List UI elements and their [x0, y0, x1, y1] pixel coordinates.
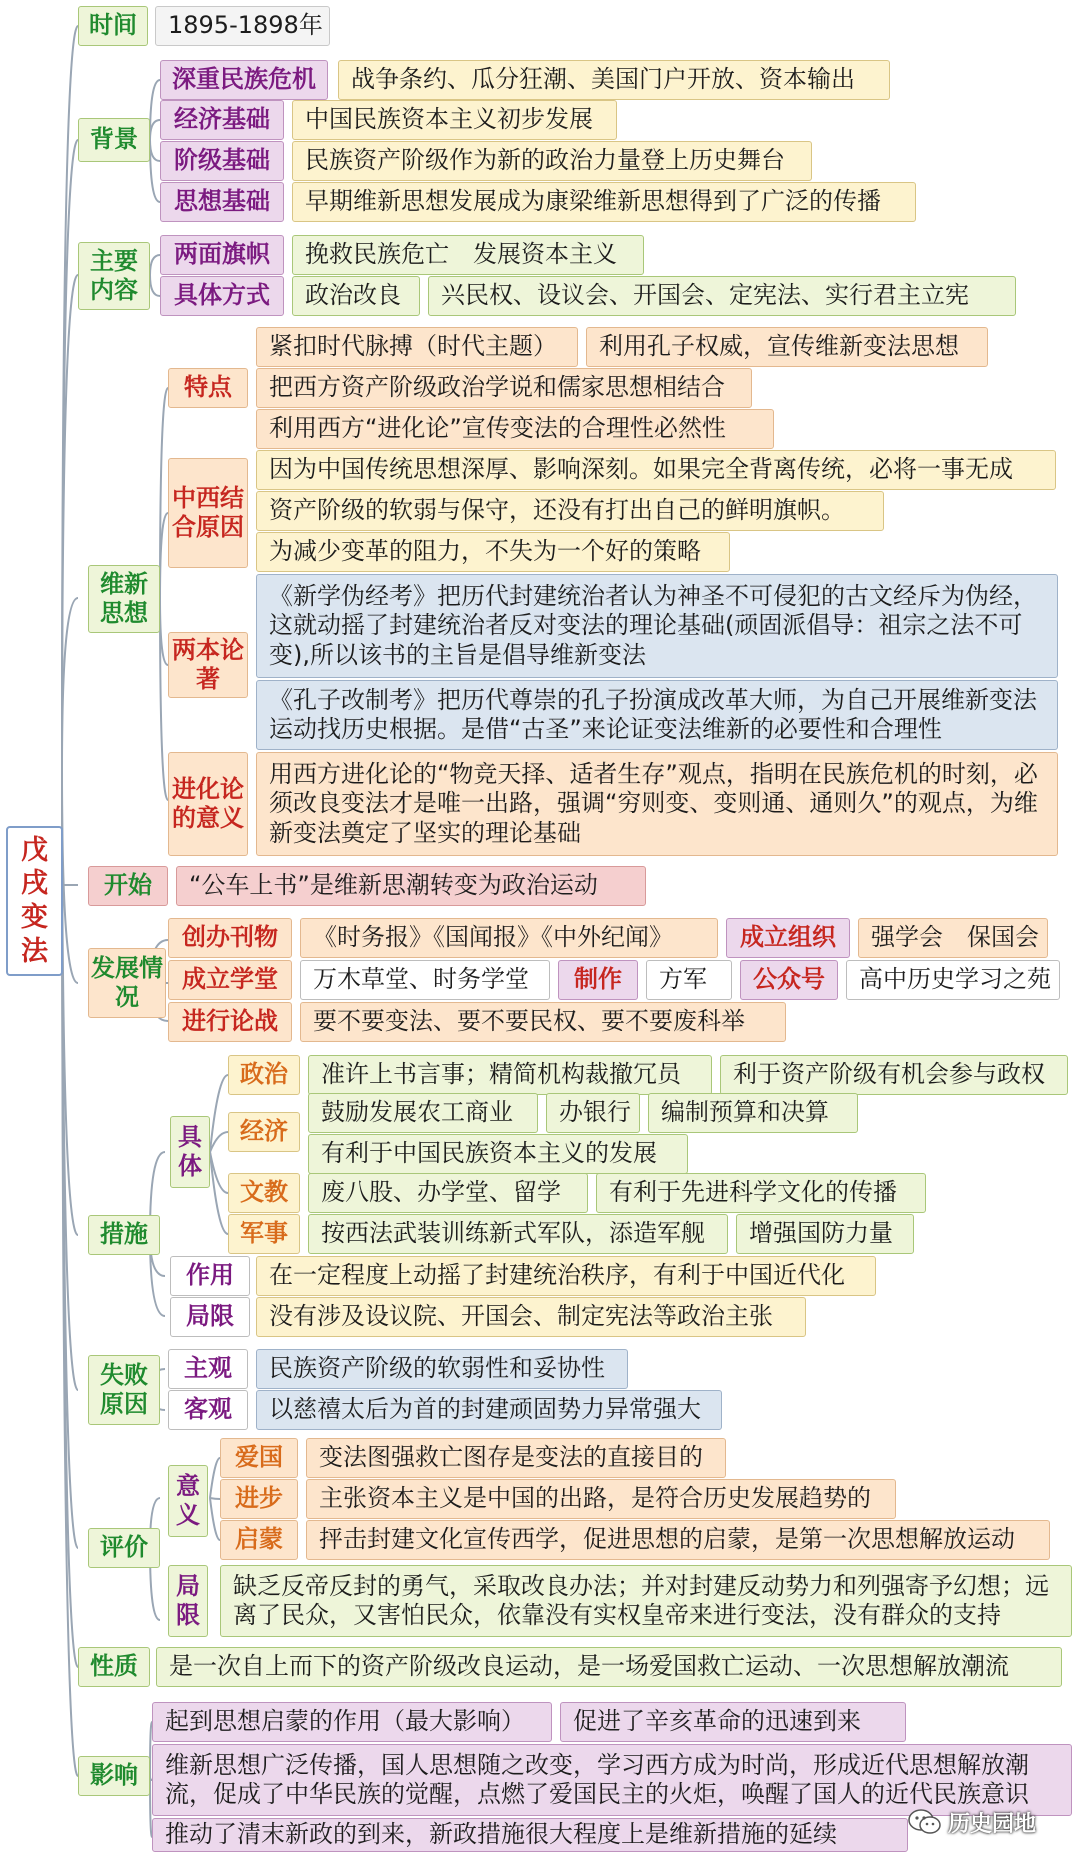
content-banner-label: 两面旗帜	[160, 235, 284, 275]
watermark-text: 历史园地	[948, 1811, 1037, 1837]
development-account-value: 高中历史学习之苑	[846, 960, 1060, 1000]
development-school-label: 成立学堂	[168, 960, 292, 1000]
influence-item-4: 推动了清末新政的到来，新政措施很大程度上是维新措施的延续	[152, 1818, 908, 1852]
content-banner-value: 挽救民族危亡 发展资本主义	[292, 235, 644, 275]
development-school-value: 万木草堂、时务学堂	[300, 960, 550, 1000]
development-debate-value: 要不要变法、要不要民权、要不要废科举	[300, 1002, 786, 1042]
time-value: 1895-1898年	[155, 6, 330, 46]
time-node: 时间	[78, 6, 148, 46]
watermark	[908, 1800, 1070, 1844]
background-class-value: 民族资产阶级作为新的政治力量登上历史舞台	[292, 141, 812, 181]
measures-military-value1: 按西法武装训练新式军队，添造军舰	[308, 1214, 728, 1254]
measures-economy-value2: 办银行	[546, 1093, 640, 1133]
evaluation-progress-value: 主张资本主义是中国的出路，是符合历史发展趋势的	[306, 1479, 896, 1519]
development-debate-label: 进行论战	[168, 1002, 292, 1042]
thought-evolution-label: 进化论的意义	[168, 752, 248, 856]
thought-features-label: 特点	[168, 368, 248, 408]
background-thought-label: 思想基础	[160, 182, 284, 222]
content-method-value1: 政治改良	[292, 276, 420, 316]
thought-feature-3: 把西方资产阶级政治学说和儒家思想相结合	[256, 368, 752, 408]
background-crisis-value: 战争条约、瓜分狂潮、美国门户开放、资本输出	[338, 60, 890, 100]
thought-node: 维新思想	[88, 565, 160, 633]
evaluation-meaning-label: 意义	[168, 1465, 208, 1537]
nature-node: 性质	[78, 1647, 150, 1687]
influence-item-1: 起到思想启蒙的作用（最大影响）	[152, 1702, 552, 1742]
thought-reason-1: 因为中国传统思想深厚、影响深刻。如果完全背离传统，必将一事无成	[256, 450, 1056, 490]
thought-book-2: 《孔子改制考》把历代尊崇的孔子扮演成改革大师，为自己开展维新变法运动找历史根据。是借“古圣”来论证变法维新的必要性和合理性	[256, 680, 1058, 750]
thought-book-1: 《新学伪经考》把历代封建统治者认为神圣不可侵犯的古文经斥为伪经，这就动摇了封建统治者反对变法的理论基础(顽固派倡导：祖宗之法不可变),所以该书的主旨是倡导维新变法	[256, 574, 1058, 678]
evaluation-limit-label: 局限	[168, 1565, 208, 1637]
content-node: 主要内容	[78, 242, 150, 310]
nature-value: 是一次自上而下的资产阶级改良运动，是一场爱国救亡运动、一次思想解放潮流	[156, 1647, 1062, 1687]
development-node: 发展情况	[88, 948, 166, 1018]
measures-node: 措施	[88, 1215, 160, 1255]
evaluation-enlighten-value: 抨击封建文化宣传西学，促进思想的启蒙，是第一次思想解放运动	[306, 1520, 1050, 1560]
root-title: 戊戌变法	[21, 834, 48, 967]
development-org-value: 强学会 保国会	[858, 918, 1048, 958]
failure-objective-label: 客观	[168, 1390, 248, 1430]
background-node: 背景	[78, 118, 150, 162]
background-thought-value: 早期维新思想发展成为康梁维新思想得到了广泛的传播	[292, 182, 916, 222]
thought-reasons-label: 中西结合原因	[168, 458, 248, 568]
evaluation-enlighten-label: 启蒙	[220, 1520, 298, 1560]
evaluation-limit-value: 缺乏反帝反封的勇气，采取改良办法；并对封建反动势力和列强寄予幻想；远离了民众，又害怕民众，依靠没有实权皇帝来进行变法，没有群众的支持	[220, 1565, 1072, 1637]
influence-item-3: 维新思想广泛传播，国人思想随之改变，学习西方成为时尚，形成近代思想解放潮流，促成了中华民族的觉醒，点燃了爱国民主的火炬，唤醒了国人的近代民族意识	[152, 1744, 1072, 1816]
evaluation-progress-label: 进步	[220, 1479, 298, 1519]
evaluation-node: 评价	[88, 1528, 160, 1568]
wechat-icon	[908, 1808, 942, 1836]
development-journal-value: 《时务报》《国闻报》《中外纪闻》	[300, 918, 718, 958]
influence-node: 影响	[78, 1756, 150, 1796]
measures-politics-label: 政治	[228, 1055, 300, 1095]
content-method-label: 具体方式	[160, 276, 284, 316]
thought-feature-1: 紧扣时代脉搏（时代主题）	[256, 327, 578, 367]
development-account-label: 公众号	[740, 960, 838, 1000]
failure-subjective-label: 主观	[168, 1349, 248, 1389]
background-economy-value: 中国民族资本主义初步发展	[292, 100, 617, 140]
measures-economy-value3: 编制预算和决算	[648, 1093, 858, 1133]
measures-economy-value4: 有利于中国民族资本主义的发展	[308, 1134, 688, 1174]
failure-node: 失败原因	[88, 1355, 160, 1425]
thought-reason-2: 资产阶级的软弱与保守，还没有打出自己的鲜明旗帜。	[256, 491, 884, 531]
measures-effect-label: 作用	[170, 1256, 250, 1296]
measures-economy-label: 经济	[228, 1112, 300, 1152]
start-value: “公车上书”是维新思潮转变为政治运动	[176, 866, 646, 906]
measures-culture-label: 文教	[228, 1173, 300, 1213]
development-org-label: 成立组织	[726, 918, 850, 958]
background-economy-label: 经济基础	[160, 100, 284, 140]
measures-culture-value2: 有利于先进科学文化的传播	[596, 1173, 926, 1213]
thought-books-label: 两本论著	[168, 632, 248, 698]
measures-culture-value1: 废八股、办学堂、留学	[308, 1173, 588, 1213]
measures-economy-value1: 鼓励发展农工商业	[308, 1093, 538, 1133]
measures-politics-value2: 利于资产阶级有机会参与政权	[720, 1055, 1068, 1095]
background-crisis-label: 深重民族危机	[160, 60, 328, 100]
measures-military-value2: 增强国防力量	[736, 1214, 914, 1254]
development-journal-label: 创办刊物	[168, 918, 292, 958]
measures-effect-value: 在一定程度上动摇了封建统治秩序，有利于中国近代化	[256, 1256, 876, 1296]
background-class-label: 阶级基础	[160, 141, 284, 181]
measures-military-label: 军事	[228, 1214, 300, 1254]
thought-reason-3: 为减少变革的阻力，不失为一个好的策略	[256, 532, 730, 572]
thought-feature-2: 利用孔子权威，宣传维新变法思想	[586, 327, 988, 367]
start-node: 开始	[88, 866, 168, 906]
development-maker-label: 制作	[558, 960, 638, 1000]
failure-objective-value: 以慈禧太后为首的封建顽固势力异常强大	[256, 1390, 722, 1430]
measures-limit-value: 没有涉及设议院、开国会、制定宪法等政治主张	[256, 1297, 806, 1337]
development-maker-value: 方军	[646, 960, 732, 1000]
evaluation-patriotic-value: 变法图强救亡图存是变法的直接目的	[306, 1438, 726, 1478]
content-method-value2: 兴民权、设议会、开国会、定宪法、实行君主立宪	[428, 276, 1016, 316]
evaluation-patriotic-label: 爱国	[220, 1438, 298, 1478]
thought-feature-4: 利用西方“进化论”宣传变法的合理性必然性	[256, 409, 774, 449]
measures-specific-label: 具体	[170, 1116, 210, 1188]
influence-item-2: 促进了辛亥革命的迅速到来	[560, 1702, 906, 1742]
thought-evolution-value: 用西方进化论的“物竞天择、适者生存”观点，指明在民族危机的时刻，必须改良变法才是唯一出路，强调“穷则变、变则通、通则久”的观点，为维新变法奠定了坚实的理论基础	[256, 752, 1058, 856]
measures-politics-value1: 准许上书言事；精简机构裁撤冗员	[308, 1055, 712, 1095]
failure-subjective-value: 民族资产阶级的软弱性和妥协性	[256, 1349, 628, 1389]
measures-limit-label: 局限	[170, 1297, 250, 1337]
root-node	[6, 826, 63, 976]
